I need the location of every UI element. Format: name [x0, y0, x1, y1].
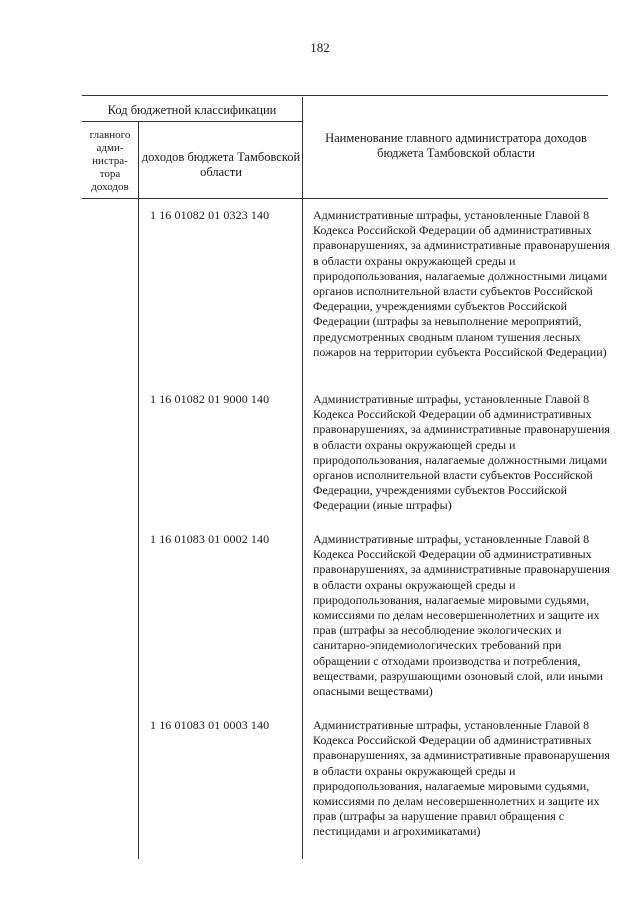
header-bottom-rule	[82, 198, 608, 199]
row-description: Административные штрафы, установленные Главой 8 Кодекса Российской Федерации об административных правонарушениях, за административные правонарушения в области охраны окружающей среды и природопользования, налагаемые должностными лицами органов исполнительной власти субъектов Российской Федерации, учреждениями субъектов Российской Федерации (иные штрафы)	[313, 392, 610, 513]
row-code: 1 16 01083 01 0002 140	[150, 532, 270, 546]
row-code: 1 16 01082 01 0323 140	[150, 208, 270, 222]
header-name: Наименование главного администратора доходов бюджета Тамбовской области	[325, 131, 587, 160]
column-divider-name	[302, 97, 303, 859]
header-income-code: доходов бюджета Тамбовской области	[141, 150, 301, 179]
column-divider-admin	[138, 121, 139, 859]
row-description: Административные штрафы, установленные Главой 8 Кодекса Российской Федерации об административных правонарушениях, за административные правонарушения в области охраны окружающей среды и природопользования, налагаемые мировыми судьями, комиссиями по делам несовершеннолетних и защите их прав (штрафы за нарушение правил обращения с пестицидами и агрохимикатами)	[313, 718, 610, 839]
page-number: 182	[310, 40, 330, 55]
row-description: Административные штрафы, установленные Главой 8 Кодекса Российской Федерации об административных правонарушениях, за административные правонарушения в области охраны окружающей среды и природопользования, налагаемые должностными лицами органов исполнительной власти субъектов Российской Федерации, учреждениями субъектов Российской Федерации (штрафы за невыполнение мероприятий, предусмотренных сводным планом тушения лесных пожаров на территории субъекта Российской Федерации)	[313, 208, 610, 359]
header-group-rule	[82, 121, 302, 122]
header-code-group: Код бюджетной классификации	[107, 103, 277, 117]
row-code: 1 16 01083 01 0003 140	[150, 718, 270, 732]
row-code: 1 16 01082 01 9000 140	[150, 392, 270, 406]
header-admin-code: главного адми-нистра-тора доходов	[89, 129, 131, 193]
row-description: Административные штрафы, установленные Главой 8 Кодекса Российской Федерации об административных правонарушениях, за административные правонарушения в области охраны окружающей среды и природопользования, налагаемые мировыми судьями, комиссиями по делам несовершеннолетних и защите их прав (штрафы за несоблюдение экологических и санитарно-эпидемиологических требований при обращении с отходами производства и потребления, веществами, разрушающими озоновый слой, или иными опасными веществами)	[313, 532, 610, 699]
table-top-rule	[82, 95, 608, 96]
